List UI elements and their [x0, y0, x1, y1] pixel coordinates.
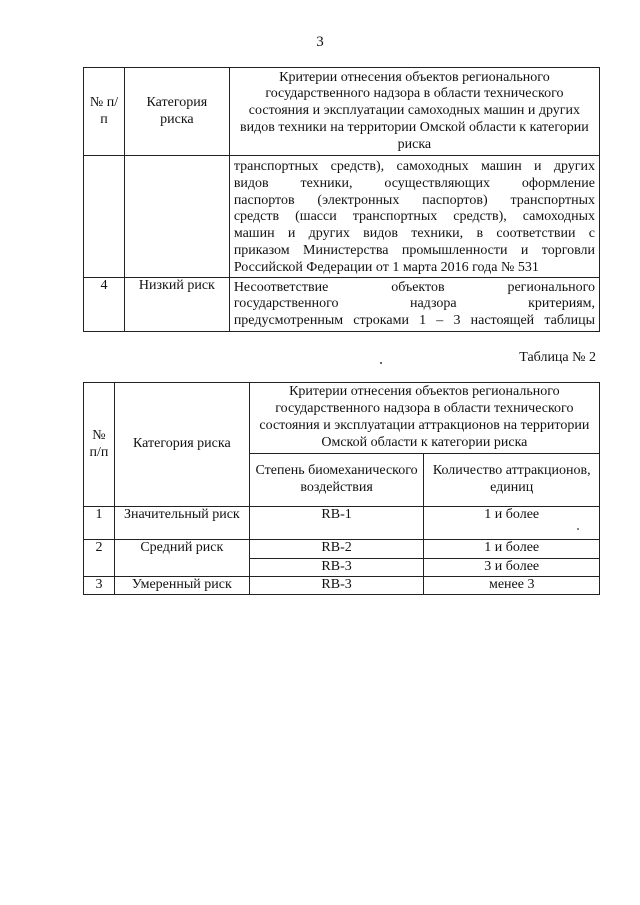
table2-row-count: 1 и более	[424, 507, 600, 540]
table2-row	[84, 540, 600, 559]
table2-header-row	[84, 383, 600, 454]
table1-cont-criteria	[229, 156, 599, 278]
table1-header-row	[84, 68, 600, 156]
table2-row-impact: RB-3	[249, 559, 424, 577]
table1-cont-line: приказом Министерства промышленности и торговли	[233, 242, 595, 258]
table2-row	[84, 576, 600, 594]
table1-cont-line: транспортных средств), самоходных машин и других	[233, 159, 595, 174]
table2-subheader-count: Количество аттракционов, единиц	[424, 454, 600, 507]
table1-cont-line: машин и других видов техники, в соответствии с	[233, 226, 595, 242]
table2-row-impact: RB-1	[249, 507, 424, 540]
risk-criteria-table-machinery	[83, 67, 600, 332]
table2-header-num: № п/п	[84, 383, 115, 507]
table2-row-num: 3	[84, 576, 115, 594]
table1-header-num: № п/п	[84, 68, 125, 156]
table2-row-impact: RB-3	[249, 576, 424, 594]
table2-subheader-impact: Степень биомеханического воздействия	[249, 454, 424, 507]
page-number: 3	[316, 34, 324, 50]
table1-row-4	[84, 277, 600, 331]
scan-dot	[577, 528, 579, 530]
table2-row-num: 2	[84, 540, 115, 577]
table1-row4-criteria	[229, 277, 599, 331]
table1-cont-line: средств (шасси транспортных средств), самоходных	[233, 209, 595, 225]
table1-row4-line: Несоответствие объектов регионального	[233, 279, 595, 295]
table2-row-category: Значительный риск	[114, 507, 249, 540]
table1-row4-line: предусмотренным строками 1 – 3 настоящей таблицы	[233, 313, 595, 329]
table2-row-category: Средний риск	[114, 540, 249, 577]
table1-row4-num: 4	[84, 277, 125, 331]
scan-dot	[380, 362, 382, 364]
table1-cont-line: видов техники, осуществляющих оформление	[233, 175, 595, 191]
table1-header-criteria: Критерии отнесения объектов регионального государственного надзора в области технического состояния и эксплуатации самоходных машин и других видов техники на территории Омской области к категории риска	[229, 68, 599, 156]
table2-row-count: 1 и более	[424, 540, 600, 559]
table2-caption: Таблица № 2	[519, 350, 596, 365]
table2-row-count: менее 3	[424, 576, 600, 594]
table2-row-count: 3 и более	[424, 559, 600, 577]
table1-cont-line: Российской Федерации от 1 марта 2016 года № 531	[233, 259, 539, 275]
table1-cont-num	[84, 156, 125, 278]
table1-cont-line: паспортов (электронных паспортов) транспортных	[233, 192, 595, 208]
table1-row4-category: Низкий риск	[124, 277, 229, 331]
table2-row-num: 1	[84, 507, 115, 540]
table2-header-criteria: Критерии отнесения объектов регионального государственного надзора в области технического состояния и эксплуатации аттракционов на территории Омской области к категории риска	[249, 383, 599, 454]
table1-row-continuation	[84, 156, 600, 278]
table2-row-impact: RB-2	[249, 540, 424, 559]
table2-row-category: Умеренный риск	[114, 576, 249, 594]
table1-header-category: Категория риска	[124, 68, 229, 156]
table2-header-category: Категория риска	[114, 383, 249, 507]
table2-row	[84, 507, 600, 540]
risk-criteria-table-attractions	[83, 382, 600, 595]
table1-row4-line: государственного надзора критериям,	[233, 296, 595, 312]
table1-cont-category	[124, 156, 229, 278]
